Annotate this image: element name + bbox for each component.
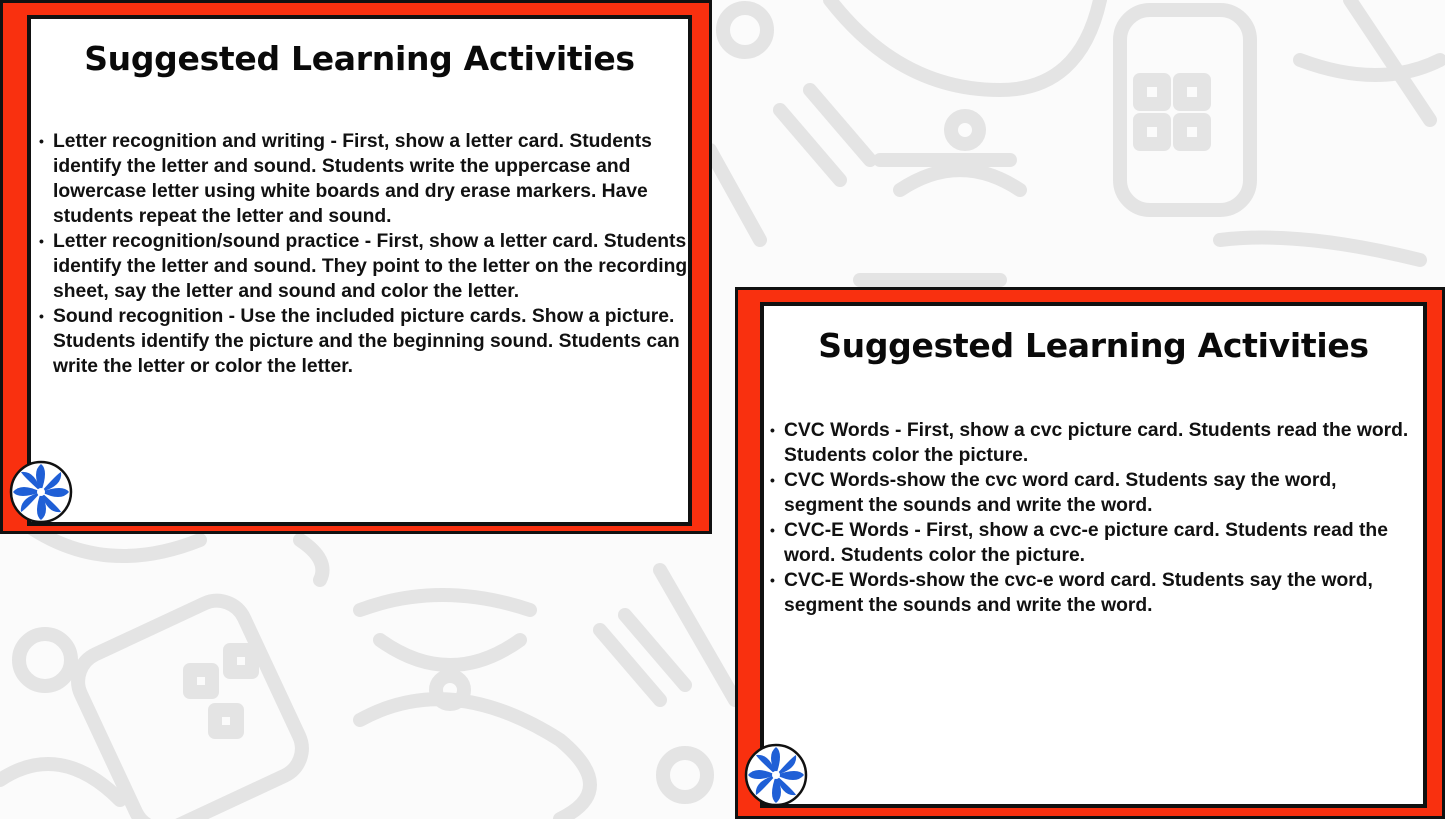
list-item: • CVC-E Words-show the cvc-e word card. Students say the word, segment the sounds and write the word. [770,568,1420,618]
list-item: • Letter recognition and writing - First, show a letter card. Students identify the letter and sound. Students write the uppercase and lowercase letter using white boards and dry erase markers. Have students repeat the letter and sound. [39,129,689,229]
activity-card-2 [735,287,1445,819]
activity-list [770,418,1420,618]
peppermint-badge-icon [9,460,73,524]
list-item: • CVC Words - First, show a cvc picture card. Students read the word. Students color the picture. [770,418,1420,468]
card-title: Suggested Learning Activities [818,326,1369,365]
activity-card-1 [0,0,712,534]
list-item: • Letter recognition/sound practice - First, show a letter card. Students identify the letter and sound. They point to the letter on the recording sheet, say the letter and sound and color the letter. [39,229,689,304]
peppermint-badge-icon [744,743,808,807]
list-item: • Sound recognition - Use the included picture cards. Show a picture. Students identify the picture and the beginning sound. Students can write the letter or color the letter. [39,304,689,379]
card-panel [27,15,692,526]
card-title: Suggested Learning Activities [84,39,635,78]
activity-list [39,129,689,379]
list-item: • CVC-E Words - First, show a cvc-e picture card. Students read the word. Students color the picture. [770,518,1420,568]
card-panel [760,302,1427,808]
list-item: • CVC Words-show the cvc word card. Students say the word, segment the sounds and write the word. [770,468,1420,518]
